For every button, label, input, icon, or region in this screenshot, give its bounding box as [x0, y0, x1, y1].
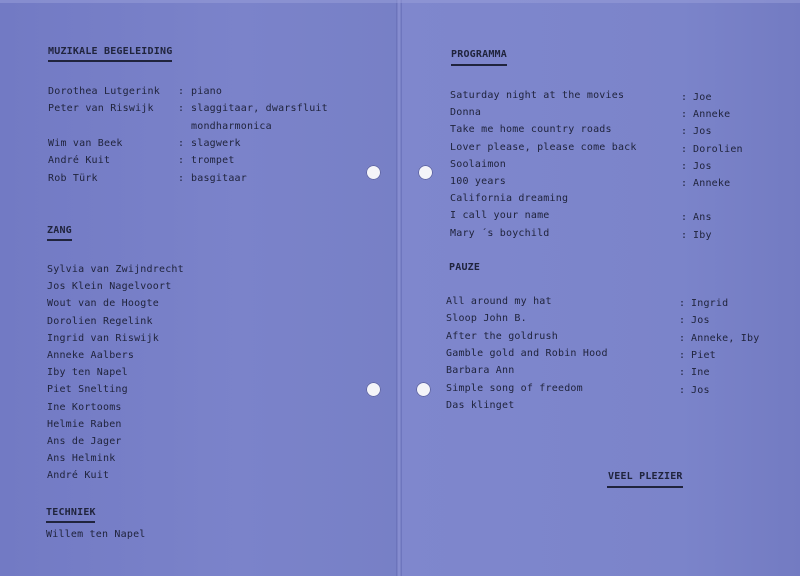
punch-hole — [366, 382, 381, 397]
song-singer: Jos — [691, 384, 710, 396]
song-separator: : — [681, 126, 688, 138]
musician-instrument: piano — [191, 86, 223, 97]
song-title: 100 years — [450, 176, 506, 187]
musician-name: Wim van Beek — [48, 138, 123, 149]
song-title: Das klinget — [446, 399, 515, 411]
closing-underline — [607, 486, 683, 488]
song-singer: Iby — [693, 229, 712, 241]
song-separator: : — [681, 109, 688, 121]
song-singer: Ingrid — [691, 298, 729, 309]
song-separator: : — [681, 229, 688, 241]
song-separator: : — [679, 298, 686, 309]
singer-name: Sylvia van Zwijndrecht — [47, 264, 184, 275]
closing-text: VEEL PLEZIER — [608, 471, 683, 482]
musician-instrument: basgitaar — [191, 173, 247, 184]
singer-name: Ans de Jager — [47, 436, 122, 447]
musician-instrument: slagwerk — [191, 138, 241, 149]
song-singer: Jos — [693, 160, 712, 172]
pauze-heading: PAUZE — [449, 262, 481, 273]
song-separator: : — [679, 315, 686, 327]
song-title: Donna — [450, 107, 482, 119]
song-title: I call your name — [450, 210, 550, 222]
song-singer: Anneke, Iby — [691, 332, 760, 344]
programma-heading: PROGRAMMA — [451, 49, 507, 60]
song-title: After the goldrush — [446, 330, 558, 342]
song-title: Simple song of freedom — [446, 382, 583, 394]
techniek-underline — [46, 521, 95, 523]
song-separator: : — [679, 384, 686, 396]
song-separator: : — [679, 349, 686, 361]
musician-separator: : — [178, 155, 185, 166]
musician-instrument: slaggitaar, dwarsfluit — [191, 103, 328, 114]
punch-hole — [416, 382, 431, 397]
musician-instrument: trompet — [191, 155, 235, 166]
song-separator: : — [681, 160, 688, 172]
musician-separator: : — [178, 103, 185, 114]
song-separator: : — [681, 143, 688, 155]
singer-name: Anneke Aalbers — [47, 350, 135, 361]
song-title: All around my hat — [446, 296, 552, 307]
musician-instrument-2: mondharmonica — [191, 121, 272, 132]
singer-name: Ine Kortooms — [47, 401, 122, 413]
song-singer: Dorolien — [693, 143, 743, 155]
top-edge — [0, 0, 800, 3]
song-separator: : — [679, 367, 686, 379]
song-title: Saturday night at the movies — [450, 90, 625, 101]
song-title: Take me home country roads — [450, 124, 612, 136]
song-singer: Anneke — [693, 178, 731, 189]
musician-name: Rob Türk — [48, 173, 98, 184]
song-separator: : — [681, 92, 688, 103]
song-title: Sloop John B. — [446, 313, 527, 325]
song-singer: Anneke — [693, 109, 731, 121]
punch-hole — [366, 165, 381, 180]
singer-name: Jos Klein Nagelvoort — [47, 281, 172, 293]
muzikale-underline — [48, 60, 172, 62]
song-title: California dreaming — [450, 193, 569, 205]
zang-heading: ZANG — [47, 225, 72, 236]
musician-separator: : — [178, 86, 185, 97]
singer-name: Ans Helmink — [47, 453, 116, 465]
musician-name: André Kuit — [48, 155, 111, 166]
song-title: Gamble gold and Robin Hood — [446, 347, 608, 359]
techniek-heading: TECHNIEK — [46, 507, 96, 518]
song-separator: : — [679, 332, 686, 344]
song-separator: : — [681, 178, 688, 189]
song-singer: Joe — [693, 92, 712, 103]
musician-separator: : — [178, 138, 185, 149]
singer-name: Iby ten Napel — [47, 367, 128, 379]
song-separator: : — [681, 212, 688, 224]
singer-name: Dorolien Regelink — [47, 315, 153, 327]
singer-name: Piet Snelting — [47, 384, 128, 396]
zang-underline — [47, 239, 72, 241]
song-singer: Jos — [693, 126, 712, 138]
song-singer: Ine — [691, 367, 710, 379]
punch-hole — [418, 165, 433, 180]
song-title: Soolaimon — [450, 158, 506, 170]
singer-name: André Kuit — [47, 470, 110, 482]
song-title: Mary ´s boychild — [450, 227, 550, 239]
techniek-name: Willem ten Napel — [46, 529, 146, 540]
right-page — [400, 0, 800, 576]
song-singer: Piet — [691, 349, 716, 361]
singer-name: Wout van de Hoogte — [47, 298, 159, 310]
song-singer: Jos — [691, 315, 710, 327]
musician-name: Peter van Riswijk — [48, 103, 154, 114]
musician-name: Dorothea Lutgerink — [48, 86, 160, 97]
song-title: Lover please, please come back — [450, 141, 637, 153]
song-singer: Ans — [693, 212, 712, 224]
song-title: Barbara Ann — [446, 365, 515, 377]
muzikale-heading: MUZIKALE BEGELEIDING — [48, 46, 173, 57]
singer-name: Helmie Raben — [47, 418, 122, 430]
page-fold — [396, 0, 402, 576]
programma-underline — [451, 64, 507, 66]
musician-separator: : — [178, 173, 185, 184]
singer-name: Ingrid van Riswijk — [47, 332, 159, 344]
